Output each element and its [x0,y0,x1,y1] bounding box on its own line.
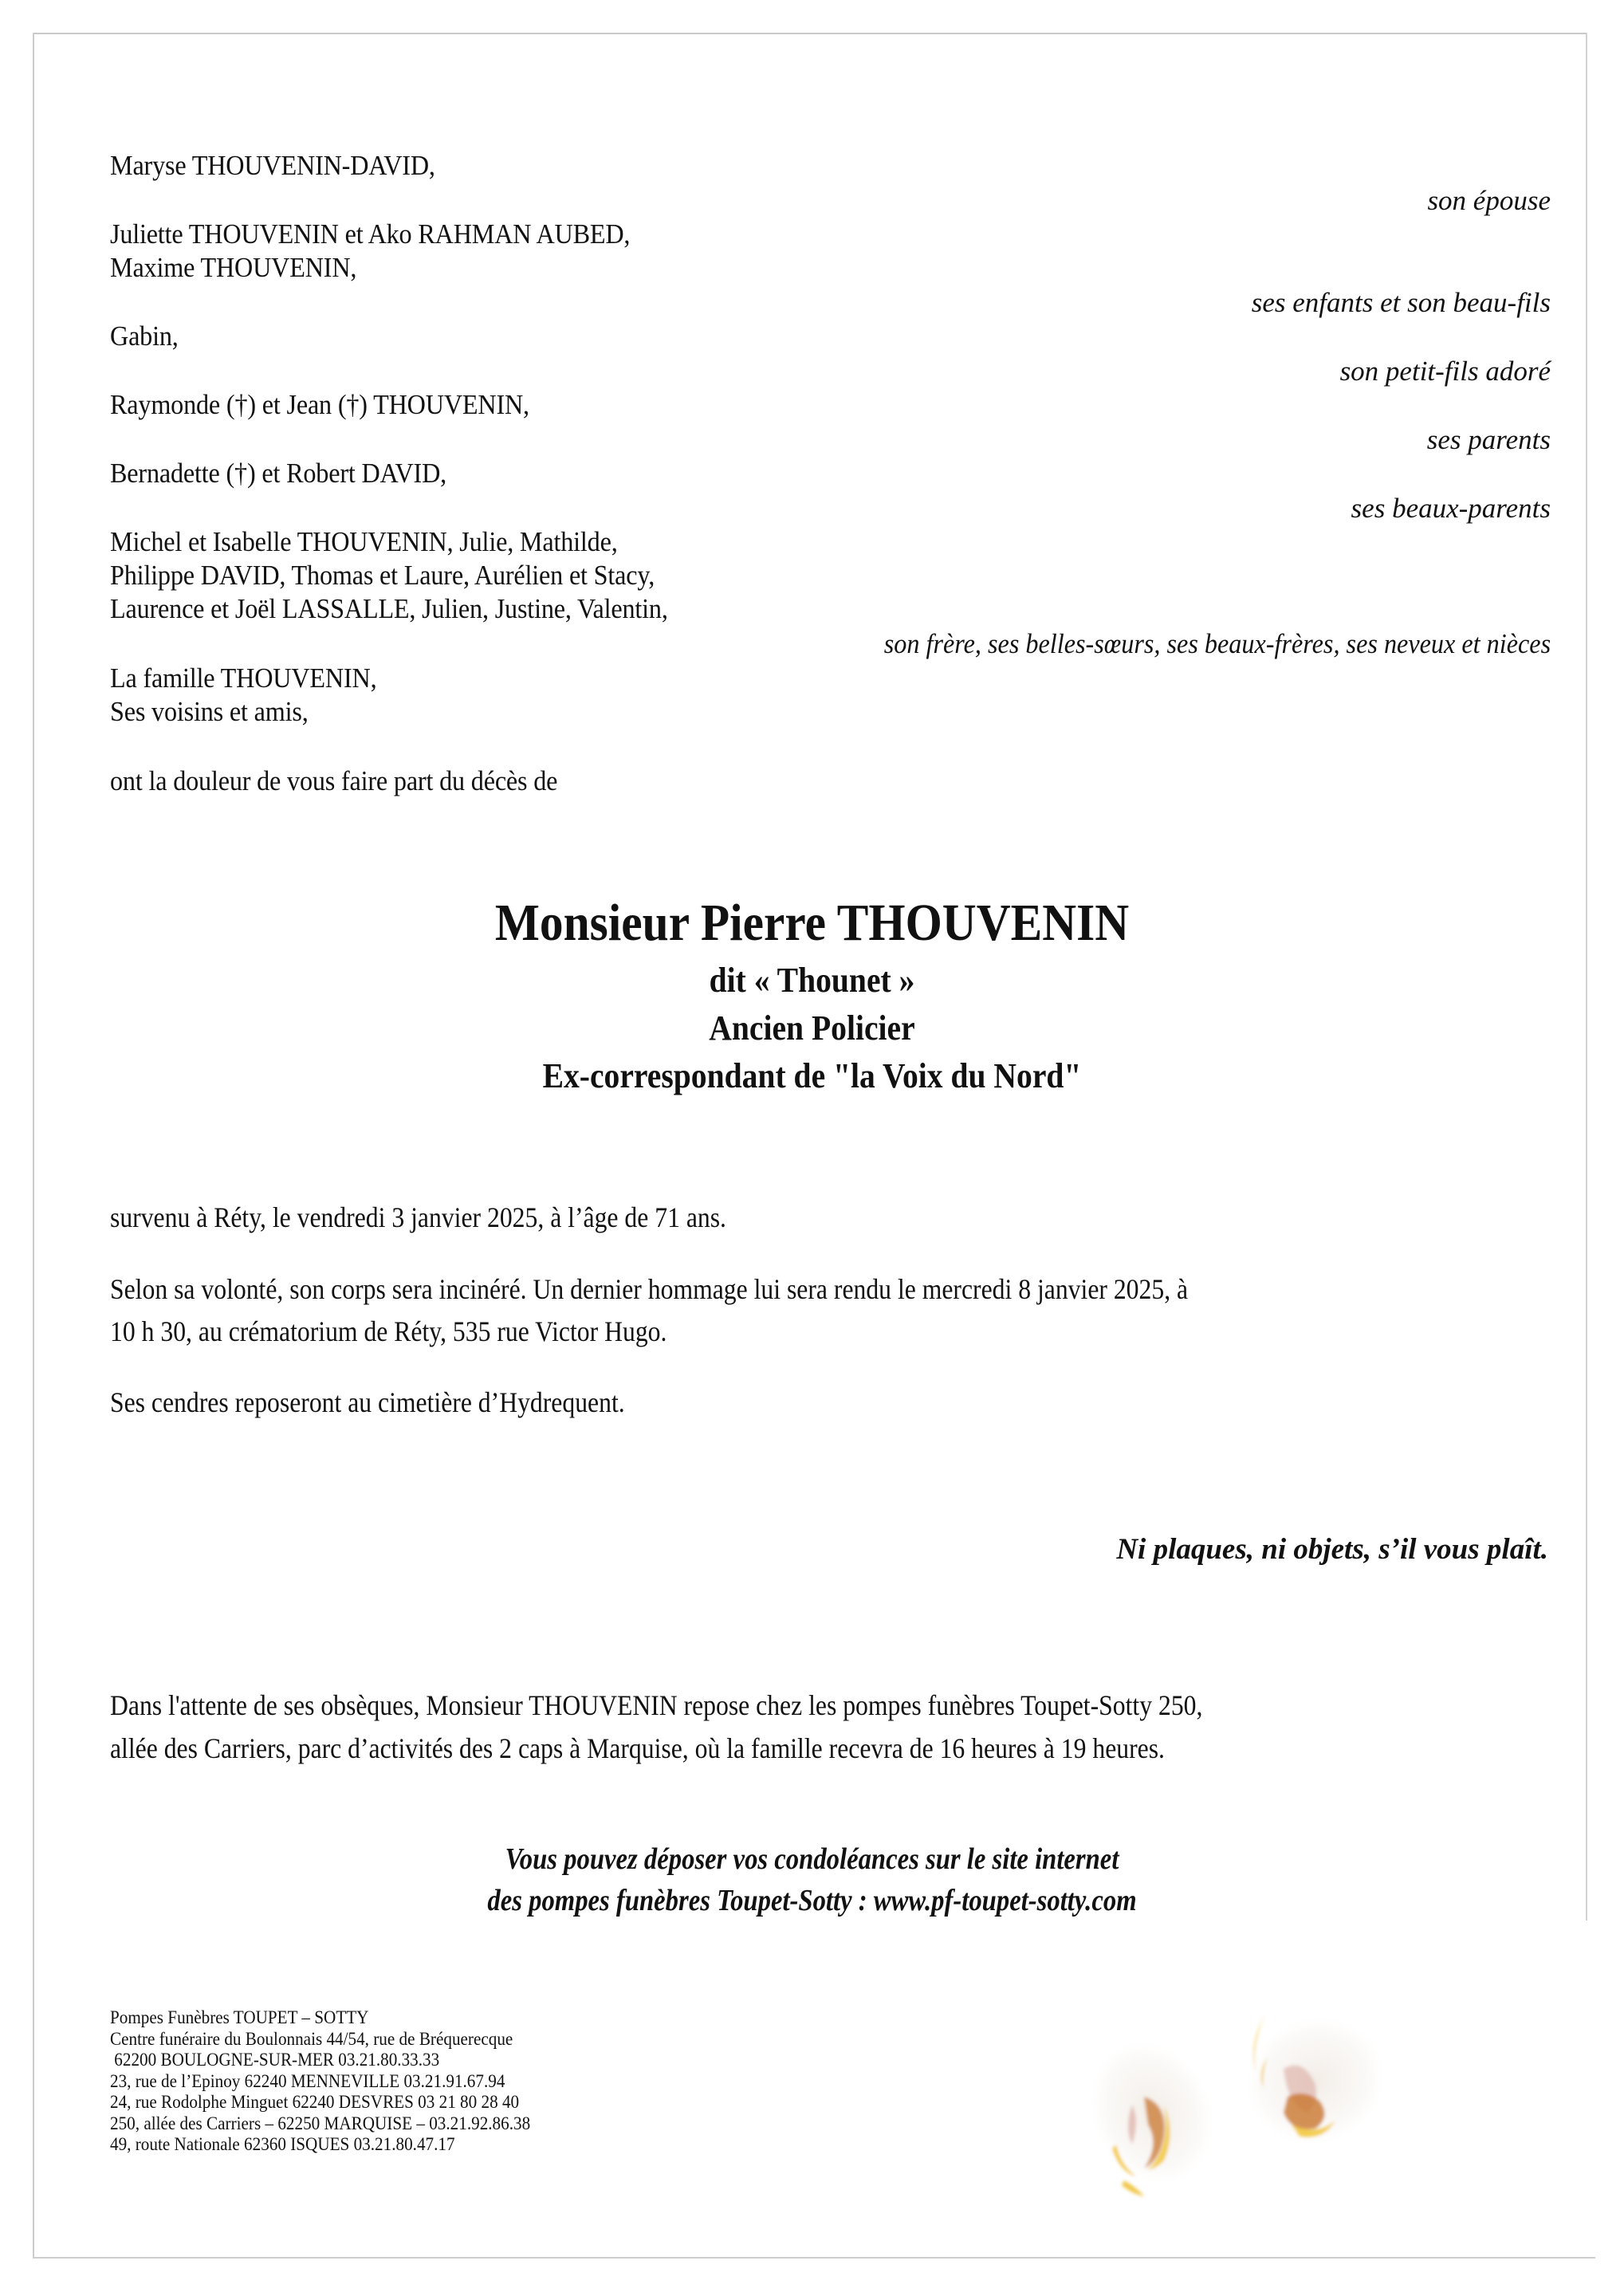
deceased-title-1: Ancien Policier [709,1008,915,1048]
family-name-line: La famille THOUVENIN, [110,662,377,694]
footer-line: 250, allée des Carriers – 62250 MARQUISE – 03.21.92.86.38 [110,2113,531,2133]
relation-label: son petit-fils adoré [1339,356,1551,387]
ceremony-line-1: Selon sa volonté, son corps sera incinéré. Un dernier hommage lui sera rendu le mercredi 8 janvier 2025, à [110,1273,1189,1305]
funeral-home-contacts [110,2007,530,2156]
footer-line: 62200 BOULOGNE-SUR-MER 03.21.80.33.33 [110,2050,440,2070]
orchid-right [1221,1991,1410,2171]
rest-line-1: Dans l'attente de ses obsèques, Monsieur THOUVENIN repose chez les pompes funèbres Toupet-Sotty 250, [110,1689,1203,1721]
footer-line: 49, route Nationale 62360 ISQUES 03.21.80.47.17 [110,2134,455,2154]
relation-label: son frère, ses belles-sœurs, ses beaux-frères, ses neveux et nièces [883,628,1551,659]
ashes-details: Ses cendres reposeront au cimetière d’Hydrequent. [110,1386,625,1418]
page-border-right [1586,33,1587,1921]
family-name-line: Raymonde (†) et Jean (†) THOUVENIN, [110,389,529,420]
deceased-nickname: dit « Thounet » [709,961,915,1000]
family-name-line: Bernadette (†) et Robert DAVID, [110,458,447,489]
family-name-line: Philippe DAVID, Thomas et Laure, Aurélien et Stacy, [110,560,655,591]
announcement-text: ont la douleur de vous faire part du décès de [110,765,558,796]
footer-line: Pompes Funèbres TOUPET – SOTTY [110,2007,369,2027]
page-border-top [33,33,1587,34]
family-name-line: Laurence et Joël LASSALLE, Julien, Justine, Valentin, [110,593,668,624]
relation-label: ses enfants et son beau-fils [1251,287,1551,318]
orchid-left [1068,2014,1244,2212]
page-border-bottom [33,2257,1595,2259]
page-border-left [33,33,34,2258]
footer-line: 23, rue de l’Epinoy 62240 MENNEVILLE 03.21.91.67.94 [110,2070,505,2091]
condolences-line-1: Vous pouvez déposer vos condoléances sur le site internet [505,1842,1119,1876]
death-details: survenu à Réty, le vendredi 3 janvier 2025, à l’âge de 71 ans. [110,1201,726,1233]
family-name-line: Gabin, [110,320,179,352]
no-flowers-note: Ni plaques, ni objets, s’il vous plaît. [1116,1533,1548,1566]
relation-label: ses beaux-parents [1351,493,1551,524]
rest-line-2: allée des Carriers, parc d’activités des 2 caps à Marquise, où la famille recevra de 16 heures à 19 heures. [110,1732,1165,1764]
condolences-line-2: des pompes funèbres Toupet-Sotty : www.pf-toupet-sotty.com [487,1884,1137,1917]
ceremony-line-2: 10 h 30, au crématorium de Réty, 535 rue Victor Hugo. [110,1315,667,1347]
orchid-flowers-icon [1068,1985,1547,2224]
footer-line: 24, rue Rodolphe Minguet 62240 DESVRES 03 21 80 28 40 [110,2092,520,2112]
deceased-name: Monsieur Pierre THOUVENIN [494,894,1130,952]
family-name-line: Juliette THOUVENIN et Ako RAHMAN AUBED, [110,218,631,250]
family-name-line: Michel et Isabelle THOUVENIN, Julie, Mathilde, [110,526,618,557]
family-name-line: Maxime THOUVENIN, [110,252,357,283]
family-name-line: Maryse THOUVENIN-DAVID, [110,150,435,181]
family-name-line: Ses voisins et amis, [110,696,309,727]
deceased-title-2: Ex-correspondant de "la Voix du Nord" [542,1056,1082,1095]
footer-line: Centre funéraire du Boulonnais 44/54, rue de Bréquerecque [110,2028,513,2049]
relation-label: ses parents [1426,424,1551,455]
relation-label: son épouse [1427,185,1551,216]
